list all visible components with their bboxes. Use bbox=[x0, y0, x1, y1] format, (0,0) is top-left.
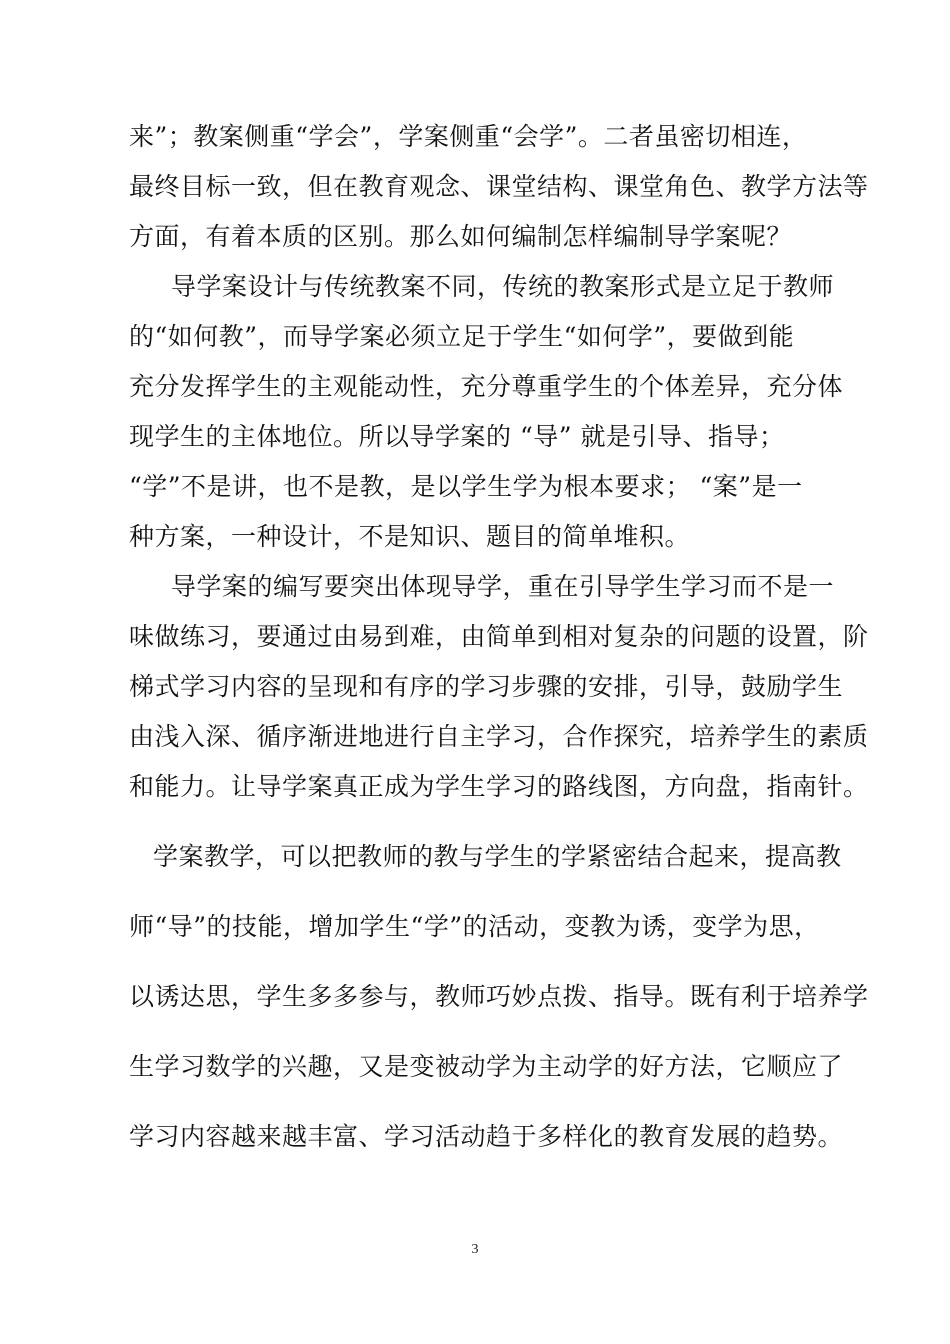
text-line: 方面，有着本质的区别。那么如何编制怎样编制导学案呢？ bbox=[129, 222, 793, 251]
text-line: 味做练习，要通过由易到难，由简单到相对复杂的问题的设置，阶 bbox=[129, 622, 869, 651]
text-line: 生学习数学的兴趣，又是变被动学为主动学的好方法，它顺应了 bbox=[129, 1052, 844, 1081]
text-line: 师“导”的技能，增加学生“学”的活动，变教为诱，变学为思， bbox=[129, 912, 820, 941]
text-line: 学习内容越来越丰富、学习活动趋于多样化的教育发展的趋势。 bbox=[129, 1122, 844, 1151]
text-line: 充分发挥学生的主观能动性，充分尊重学生的个体差异，充分体 bbox=[129, 372, 844, 401]
text-line: 学案教学，可以把教师的教与学生的学紧密结合起来，提高教 bbox=[153, 842, 842, 871]
text-line: 现学生的主体地位。所以导学案的 “导” 就是引导、指导； bbox=[129, 422, 785, 451]
text-line: 种方案，一种设计，不是知识、题目的简单堆积。 bbox=[129, 522, 691, 551]
text-line: 的“如何教”，而导学案必须立足于学生“如何学”，要做到能 bbox=[129, 322, 795, 351]
page-number: 3 bbox=[471, 1242, 479, 1257]
text-line: “学”不是讲，也不是教，是以学生学为根本要求； “案”是一 bbox=[129, 472, 803, 501]
text-line: 梯式学习内容的呈现和有序的学习步骤的安排，引导，鼓励学生 bbox=[129, 672, 844, 701]
text-line: 导学案的编写要突出体现导学，重在引导学生学习而不是一 bbox=[171, 572, 835, 601]
text-line: 来”；教案侧重“学会”，学案侧重“会学”。二者虽密切相连， bbox=[129, 122, 808, 151]
text-line: 和能力。让导学案真正成为学生学习的路线图，方向盘，指南针。 bbox=[129, 772, 869, 801]
text-line: 以诱达思，学生多多参与，教师巧妙点拨、指导。既有利于培养学 bbox=[129, 982, 869, 1011]
text-line: 导学案设计与传统教案不同，传统的教案形式是立足于教师 bbox=[171, 272, 835, 301]
text-line: 由浅入深、循序渐进地进行自主学习，合作探究，培养学生的素质 bbox=[129, 722, 869, 751]
text-line: 最终目标一致，但在教育观念、课堂结构、课堂角色、教学方法等 bbox=[129, 172, 869, 201]
